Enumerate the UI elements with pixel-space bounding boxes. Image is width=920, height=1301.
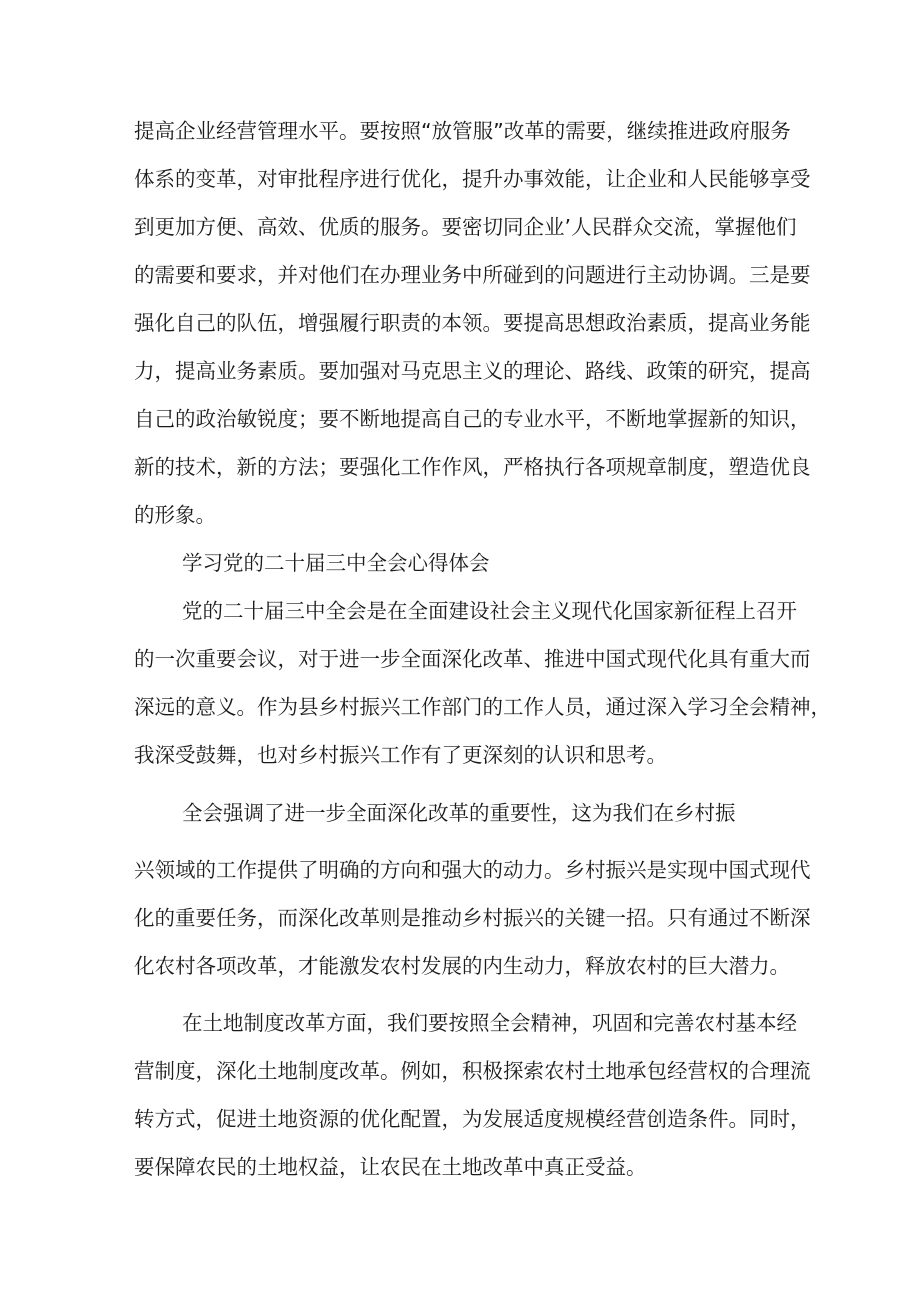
body-text-line: 化的重要任务，而深化改革则是推动乡村振兴的关键一招。只有通过不断深 [134,906,811,930]
body-text-line: 营制度，深化土地制度改革。例如，积极探索农村土地承包经营权的合理流 [134,1059,811,1083]
body-text-line: 在土地制度改革方面，我们要按照全会精神，巩固和完善农村基本经 [182,1011,797,1035]
body-text-line: 自己的政治敏锐度；要不断地提高自己的专业水平，不断地掌握新的知识， [134,407,811,431]
body-text-line: 化农村各项改革，才能激发农村发展的内生动力，释放农村的巨大潜力。 [134,954,790,978]
body-text-line: 转方式，促进土地资源的优化配置，为发展适度规模经营创造条件。同时， [134,1107,811,1131]
body-text-line: 的一次重要会议，对于进一步全面深化改革、推进中国式现代化具有重大而 [134,647,811,671]
body-text-line: 要保障农民的土地权益，让农民在土地改革中真正受益。 [134,1155,647,1179]
body-text-line: 力，提高业务素质。要加强对马克思主义的理论、路线、政策的研究，提高 [134,359,811,383]
body-text-line: 我深受鼓舞，也对乡村振兴工作有了更深刻的认识和思考。 [134,743,667,767]
body-text-line: 兴领域的工作提供了明确的方向和强大的动力。乡村振兴是实现中国式现代 [134,858,811,882]
body-text-line: 全会强调了进一步全面深化改革的重要性，这为我们在乡村振 [182,801,736,825]
body-text-line: 的形象。 [134,503,216,527]
body-text-line: 深远的意义。作为县乡村振兴工作部门的工作人员，通过深入学习全会精神， [134,695,831,719]
body-text-line: 强化自己的队伍，增强履行职责的本领。要提高思想政治素质，提高业务能 [134,311,811,335]
body-text-line: 的需要和要求，并对他们在办理业务中所碰到的问题进行主动协调。三是要 [134,263,811,287]
body-text-line: 体系的变革，对审批程序进行优化，提升办事效能，让企业和人民能够享受 [134,167,811,191]
body-text-line: 新的技术，新的方法；要强化工作作风，严格执行各项规章制度，塑造优良 [134,455,811,479]
body-text-line: 到更加方便、高效、优质的服务。要密切同企业’人民群众交流，掌握他们 [134,215,797,239]
section-heading: 学习党的二十届三中全会心得体会 [182,551,490,575]
body-text-line: 提高企业经营管理水平。要按照“放管服”改革的需要，继续推进政府服务 [134,119,791,143]
body-text-line: 党的二十届三中全会是在全面建设社会主义现代化国家新征程上召开 [182,599,797,623]
